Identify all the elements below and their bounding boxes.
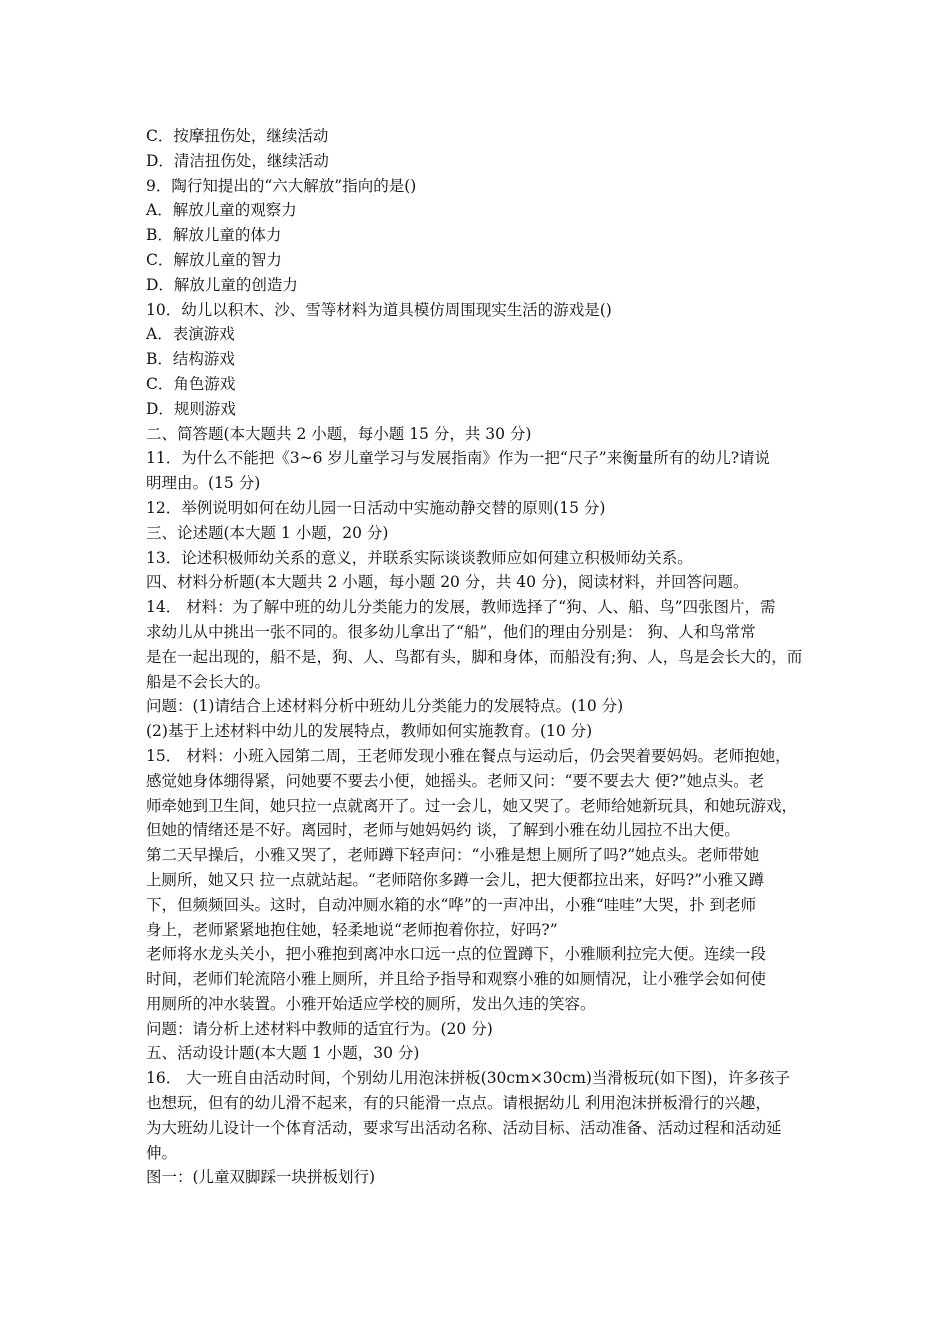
question-15-line-1: 15． 材料：小班入园第二周，王老师发现小雅在餐点与运动后，仍会哭着要妈妈。老师抱她， bbox=[146, 746, 791, 765]
question-15-line-3: 师牵她到卫生间，她只拉一点就离开了。过一会儿，她又哭了。老师给她新玩具，和她玩游戏， bbox=[146, 796, 798, 815]
question-14-line-3: 是在一起出现的，船不是，狗、人、鸟都有头，脚和身体，而船没有;狗、人，鸟是会长大的，而 bbox=[146, 647, 803, 666]
option-d-q8: D．清洁扭伤处，继续活动 bbox=[146, 151, 329, 170]
question-11-line-2: 明理由。(15 分) bbox=[146, 474, 261, 493]
question-16-line-3: 为大班幼儿设计一个体育活动，要求写出活动名称、活动目标、活动准备、活动过程和活动延 bbox=[146, 1118, 782, 1137]
section-heading-essay: 三、论述题(本大题 1 小题，20 分) bbox=[146, 523, 389, 542]
option-b-q10: B．结构游戏 bbox=[146, 350, 235, 369]
question-15-line-5: 第二天早操后，小雅又哭了，老师蹲下轻声问：“小雅是想上厕所了吗?”她点头。老师带她 bbox=[146, 846, 760, 865]
question-16-line-1: 16． 大一班自由活动时间，个别幼儿用泡沫拼板(30cm×30cm)当滑板玩(如下图)，许多孩子 bbox=[146, 1069, 791, 1088]
question-14-line-1: 14． 材料：为了解中班的幼儿分类能力的发展，教师选择了“狗、人、船、鸟”四张图片，需 bbox=[146, 598, 776, 617]
question-9: 9．陶行知提出的“六大解放”指向的是() bbox=[146, 176, 417, 195]
question-15-line-2: 感觉她身体绷得紧，问她要不要去小便，她摇头。老师又问：“要不要去大 便?”她点头。老 bbox=[146, 771, 765, 790]
question-10: 10．幼儿以积木、沙、雪等材料为道具模仿周围现实生活的游戏是() bbox=[146, 300, 612, 319]
question-12: 12．举例说明如何在幼儿园一日活动中实施动静交替的原则(15 分) bbox=[146, 498, 606, 517]
option-d-q10: D．规则游戏 bbox=[146, 399, 236, 418]
option-c-q9: C．解放儿童的智力 bbox=[146, 250, 282, 269]
section-heading-material-analysis: 四、材料分析题(本大题共 2 小题，每小题 20 分，共 40 分)，阅读材料，并回答问题。 bbox=[146, 573, 749, 592]
question-15-line-6: 上厕所，她又只 拉一点就站起。“老师陪你多蹲一会儿，把大便都拉出来，好吗?”小雅又蹲 bbox=[146, 870, 765, 889]
option-a-q10: A．表演游戏 bbox=[146, 325, 235, 344]
question-14-sub-1: 问题：(1)请结合上述材料分析中班幼儿分类能力的发展特点。(10 分) bbox=[146, 697, 624, 716]
question-15-line-11: 用厕所的冲水装置。小雅开始适应学校的厕所，发出久违的笑容。 bbox=[146, 994, 596, 1013]
option-d-q9: D．解放儿童的创造力 bbox=[146, 275, 298, 294]
question-14-sub-2: (2)基于上述材料中幼儿的发展特点，教师如何实施教育。(10 分) bbox=[146, 722, 593, 741]
figure-caption: 图一：(儿童双脚踩一块拼板划行) bbox=[146, 1168, 376, 1187]
question-15-line-9: 老师将水龙头关小，把小雅抱到离冲水口远一点的位置蹲下，小雅顺利拉完大便。连续一段 bbox=[146, 945, 767, 964]
section-heading-short-answer: 二、简答题(本大题共 2 小题，每小题 15 分，共 30 分) bbox=[146, 424, 532, 443]
question-15-line-8: 身上，老师紧紧地抱住她，轻柔地说“老师抱着你拉，好吗?” bbox=[146, 920, 558, 939]
option-b-q9: B．解放儿童的体力 bbox=[146, 226, 282, 245]
question-14-line-4: 船是不会长大的。 bbox=[146, 672, 271, 691]
option-a-q9: A．解放儿童的观察力 bbox=[146, 201, 297, 220]
question-15-line-4: 但她的情绪还是不好。离园时，老师与她妈妈约 谈，了解到小雅在幼儿园拉不出大便。 bbox=[146, 821, 740, 840]
option-c-q10: C．角色游戏 bbox=[146, 374, 236, 393]
question-11-line-1: 11．为什么不能把《3~6 岁儿童学习与发展指南》作为一把“尺子”来衡量所有的幼儿?请说 bbox=[146, 449, 771, 468]
question-15-line-7: 下，但频频回头。这时，自动冲厕水箱的水“哗”的一声冲出，小雅“哇哇”大哭，扑 到老师 bbox=[146, 895, 757, 914]
question-14-line-2: 求幼儿从中挑出一张不同的。很多幼儿拿出了“船”，他们的理由分别是： 狗、人和鸟常常 bbox=[146, 622, 756, 641]
document-page bbox=[146, 124, 814, 1190]
section-heading-activity-design: 五、活动设计题(本大题 1 小题，30 分) bbox=[146, 1044, 420, 1063]
question-16-line-2: 也想玩，但有的幼儿滑不起来，有的只能滑一点点。请根据幼儿 利用泡沫拼板滑行的兴趣， bbox=[146, 1094, 771, 1113]
question-16-line-4: 伸。 bbox=[146, 1143, 178, 1162]
question-13: 13．论述积极师幼关系的意义，并联系实际谈谈教师应如何建立积极师幼关系。 bbox=[146, 548, 693, 567]
question-15-prompt: 问题：请分析上述材料中教师的适宜行为。(20 分) bbox=[146, 1019, 493, 1038]
question-15-line-10: 时间，老师们轮流陪小雅上厕所，并且给予指导和观察小雅的如厕情况，让小雅学会如何使 bbox=[146, 970, 767, 989]
option-c-q8: C．按摩扭伤处，继续活动 bbox=[146, 127, 329, 145]
